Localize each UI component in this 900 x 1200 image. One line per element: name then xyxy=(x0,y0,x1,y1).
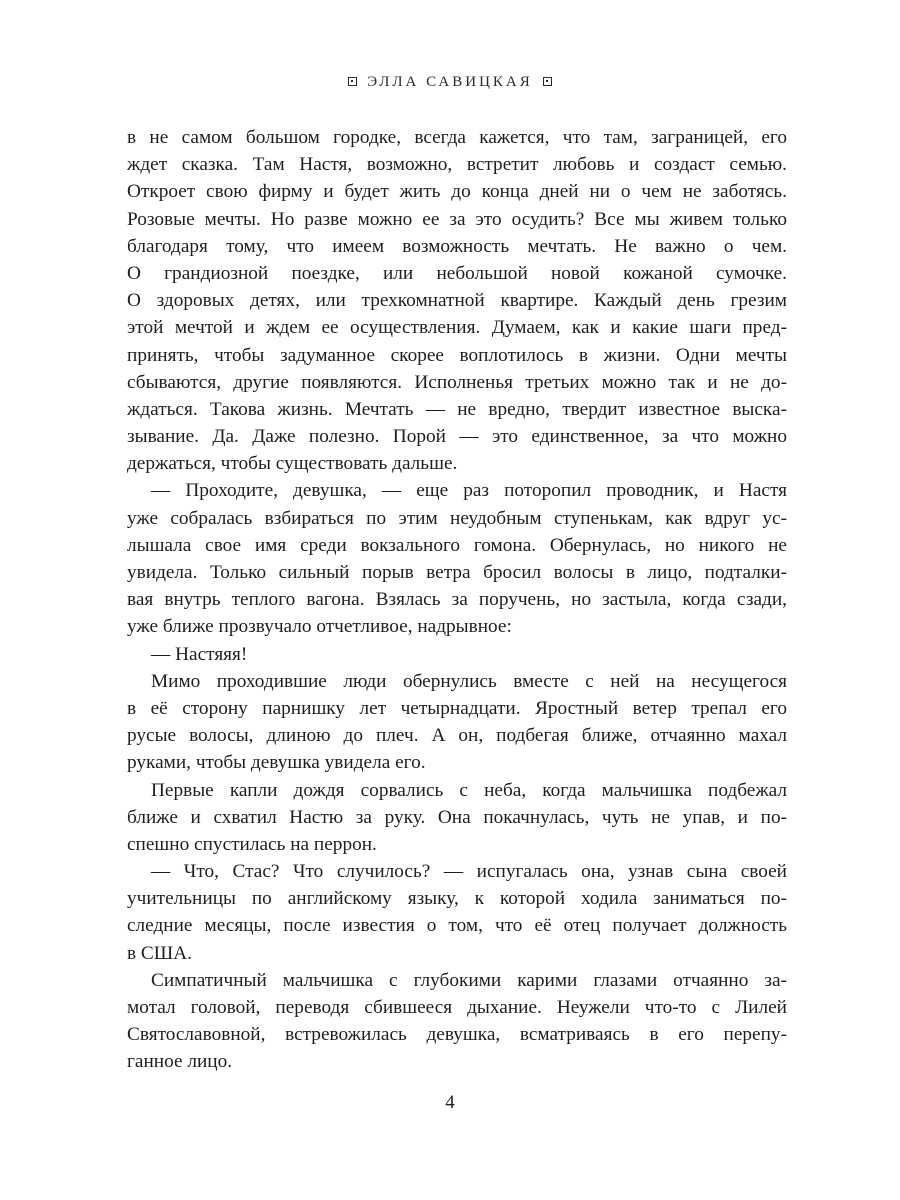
paragraph xyxy=(127,641,787,668)
text-line: зывание. Да. Даже полезно. Порой — это единственное, за что можно xyxy=(127,426,787,448)
text-line: в США. xyxy=(127,942,192,964)
text-line: сбываются, другие появляются. Исполненья третьих можно так и не до- xyxy=(127,371,787,393)
text-line: Первые капли дождя сорвались с неба, когда мальчишка подбежал xyxy=(151,779,787,801)
page-number: 4 xyxy=(445,1092,455,1113)
text-line: этой мечтой и ждем ее осуществления. Думаем, как и какие шаги пред- xyxy=(127,317,787,339)
paragraph xyxy=(127,967,787,1076)
text-line: ближе и схватил Настю за руку. Она покачнулась, чуть не упав, и по- xyxy=(127,806,787,828)
text-line: увидела. Только сильный порыв ветра бросил волосы в лицо, подталки- xyxy=(127,562,787,583)
text-line: — Что, Стас? Что случилось? — испугалась она, узнав сына своей xyxy=(151,861,787,883)
text-line: руками, чтобы девушка увидела его. xyxy=(127,752,426,774)
square-ornament-icon xyxy=(348,77,357,86)
text-line: ганное лицо. xyxy=(127,1051,233,1073)
text-line: — Настяяя! xyxy=(151,643,248,665)
text-line: в её сторону парнишку лет четырнадцати. Яростный ветер трепал его xyxy=(127,697,787,719)
text-line: принять, чтобы задуманное скорее воплотилось в жизни. Одни мечты xyxy=(127,344,787,366)
text-line: Симпатичный мальчишка с глубокими карими глазами отчаянно за- xyxy=(151,969,787,991)
text-line: следние месяцы, после известия о том, что её отец получает должность xyxy=(127,915,787,937)
text-line: учительницы по английскому языку, к которой ходила заниматься по- xyxy=(127,888,787,910)
text-line: благодаря тому, что имеем возможность мечтать. Не важно о чем. xyxy=(127,235,787,257)
text-line: уже ближе прозвучало отчетливое, надрывное: xyxy=(127,616,512,638)
paragraph xyxy=(127,124,787,477)
body-text xyxy=(127,124,787,1076)
text-line: — Проходите, девушка, — еще раз поторопил проводник, и Настя xyxy=(151,480,787,502)
text-line: О здоровых детях, или трехкомнатной квартире. Каждый день грезим xyxy=(127,290,787,312)
text-line: уже собралась взбираться по этим неудобным ступенькам, как вдруг ус- xyxy=(127,507,787,529)
text-line: лышала свое имя среди вокзального гомона. Обернулась, но никого не xyxy=(127,534,787,556)
text-line: Откроет свою фирму и будет жить до конца дней ни о чем не заботясь. xyxy=(127,181,787,203)
text-line: Розовые мечты. Но разве можно ее за это осудить? Все мы живем только xyxy=(127,208,787,230)
paragraph xyxy=(127,477,787,640)
text-line: в не самом большом городке, всегда кажется, что там, заграницей, его xyxy=(127,127,787,148)
square-ornament-icon xyxy=(543,77,552,86)
text-line: русые волосы, длиною до плеч. А он, подбегая ближе, отчаянно махал xyxy=(127,725,787,747)
text-line: Мимо проходившие люди обернулись вместе с ней на несущегося xyxy=(151,670,787,692)
paragraph xyxy=(127,777,787,859)
text-line: мотал головой, переводя сбившееся дыхание. Неужели что-то с Лилей xyxy=(127,997,787,1018)
text-line: вая внутрь теплого вагона. Взялась за поручень, но застыла, когда сзади, xyxy=(127,589,787,611)
text-line: О грандиозной поездке, или небольшой новой кожаной сумочке. xyxy=(127,262,787,284)
paragraph xyxy=(127,668,787,777)
text-line: спешно спустилась на перрон. xyxy=(127,833,377,855)
text-line: ждаться. Такова жизнь. Мечтать — не вредно, твердит известное выска- xyxy=(127,398,787,420)
author-name: ЭЛЛА САВИЦКАЯ xyxy=(367,74,533,90)
running-head xyxy=(0,74,900,91)
paragraph xyxy=(127,858,787,967)
text-line: держаться, чтобы существовать дальше. xyxy=(127,453,458,475)
text-line: Святославовной, встревожилась девушка, всматриваясь в его перепу- xyxy=(127,1024,787,1046)
text-line: ждет сказка. Там Настя, возможно, встретит любовь и создаст семью. xyxy=(127,154,787,176)
